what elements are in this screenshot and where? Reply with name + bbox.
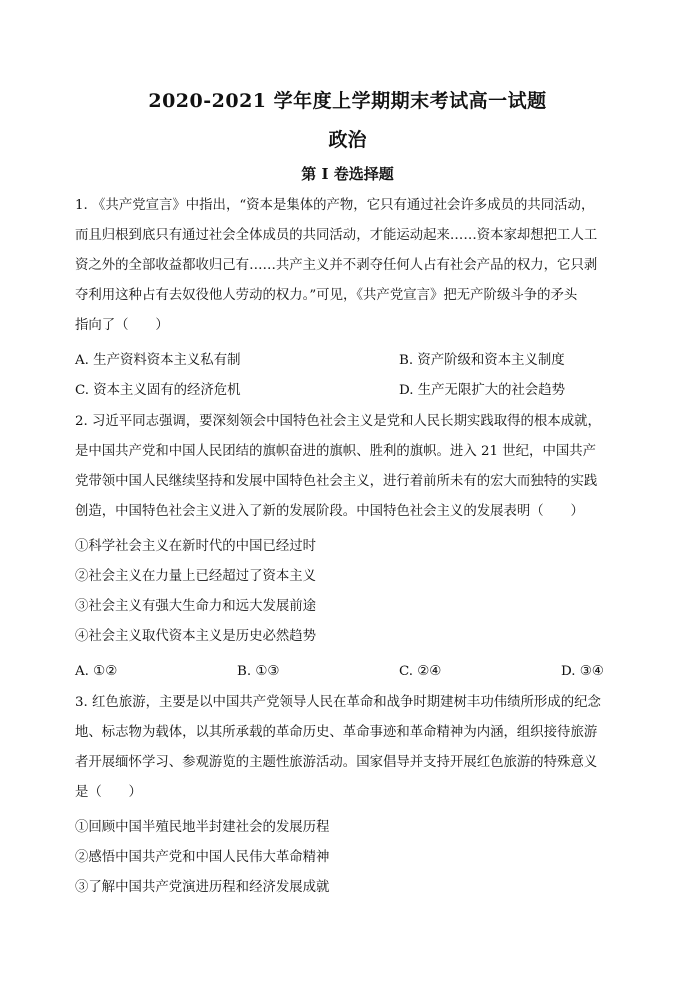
exam-title: 2020-2021 学年度上学期期末考试高一试题 <box>148 90 547 112</box>
question-text-line: 资之外的全部收益都收归己有……共产主义并不剥夺任何人占有社会产品的权力，它只剥 <box>75 258 598 273</box>
statement-item: ①科学社会主义在新时代的中国已经过时 <box>75 539 317 554</box>
question-text-line: 而且归根到底只有通过社会全体成员的共同活动，才能运动起来……资本家却想把工人工 <box>75 228 598 243</box>
option-c: C. ②④ <box>399 664 442 679</box>
option-b: B. 资产阶级和资本主义制度 <box>399 353 565 368</box>
question-text-line: 1. 《共产党宣言》中指出，“资本是集体的产物，它只有通过社会许多成员的共同活动， <box>75 198 595 213</box>
question-text-line: 指向了（ ） <box>75 318 169 333</box>
statement-item: ①回顾中国半殖民地半封建社会的发展历程 <box>75 820 330 835</box>
section-title: 第 I 卷选择题 <box>301 165 394 183</box>
statement-item: ②社会主义在力量上已经超过了资本主义 <box>75 569 317 584</box>
question-text-line: 地、标志物为载体，以其所承载的革命历史、革命事迹和革命精神为内涵，组织接待旅游 <box>75 725 598 740</box>
question-text-line: 3. 红色旅游，主要是以中国共产党领导人民在革命和战争时期建树丰功伟绩所形成的纪念 <box>75 695 601 710</box>
statement-item: ③社会主义有强大生命力和远大发展前途 <box>75 599 317 614</box>
question-text-line: 是（ ） <box>75 785 142 800</box>
subject-title: 政治 <box>328 129 367 151</box>
statement-item: ③了解中国共产党演进历程和经济发展成就 <box>75 880 330 895</box>
question-text-line: 2. 习近平同志强调，要深刻领会中国特色社会主义是党和人民长期实践取得的根本成就， <box>75 414 601 429</box>
option-b: B. ①③ <box>237 664 280 679</box>
question-text-line: 夺利用这种占有去奴役他人劳动的权力。”可见，《共产党宣言》把无产阶级斗争的矛头 <box>75 288 578 303</box>
option-a: A. 生产资料资本主义私有制 <box>75 353 241 368</box>
question-text-line: 是中国共产党和中国人民团结的旗帜奋进的旗帜、胜利的旗帜。进入 21 世纪，中国共产 <box>75 444 597 459</box>
option-a: A. ①② <box>75 664 118 679</box>
statement-item: ②感悟中国共产党和中国人民伟大革命精神 <box>75 850 330 865</box>
option-d: D. ③④ <box>561 664 604 679</box>
question-text-line: 创造，中国特色社会主义进入了新的发展阶段。中国特色社会主义的发展表明（ ） <box>75 504 584 519</box>
option-d: D. 生产无限扩大的社会趋势 <box>399 383 566 398</box>
question-text-line: 者开展缅怀学习、参观游览的主题性旅游活动。国家倡导并支持开展红色旅游的特殊意义 <box>75 755 598 770</box>
statement-item: ④社会主义取代资本主义是历史必然趋势 <box>75 629 317 644</box>
option-c: C. 资本主义固有的经济危机 <box>75 383 241 398</box>
question-text-line: 党带领中国人民继续坚持和发展中国特色社会主义，进行着前所未有的宏大而独特的实践 <box>75 474 598 489</box>
